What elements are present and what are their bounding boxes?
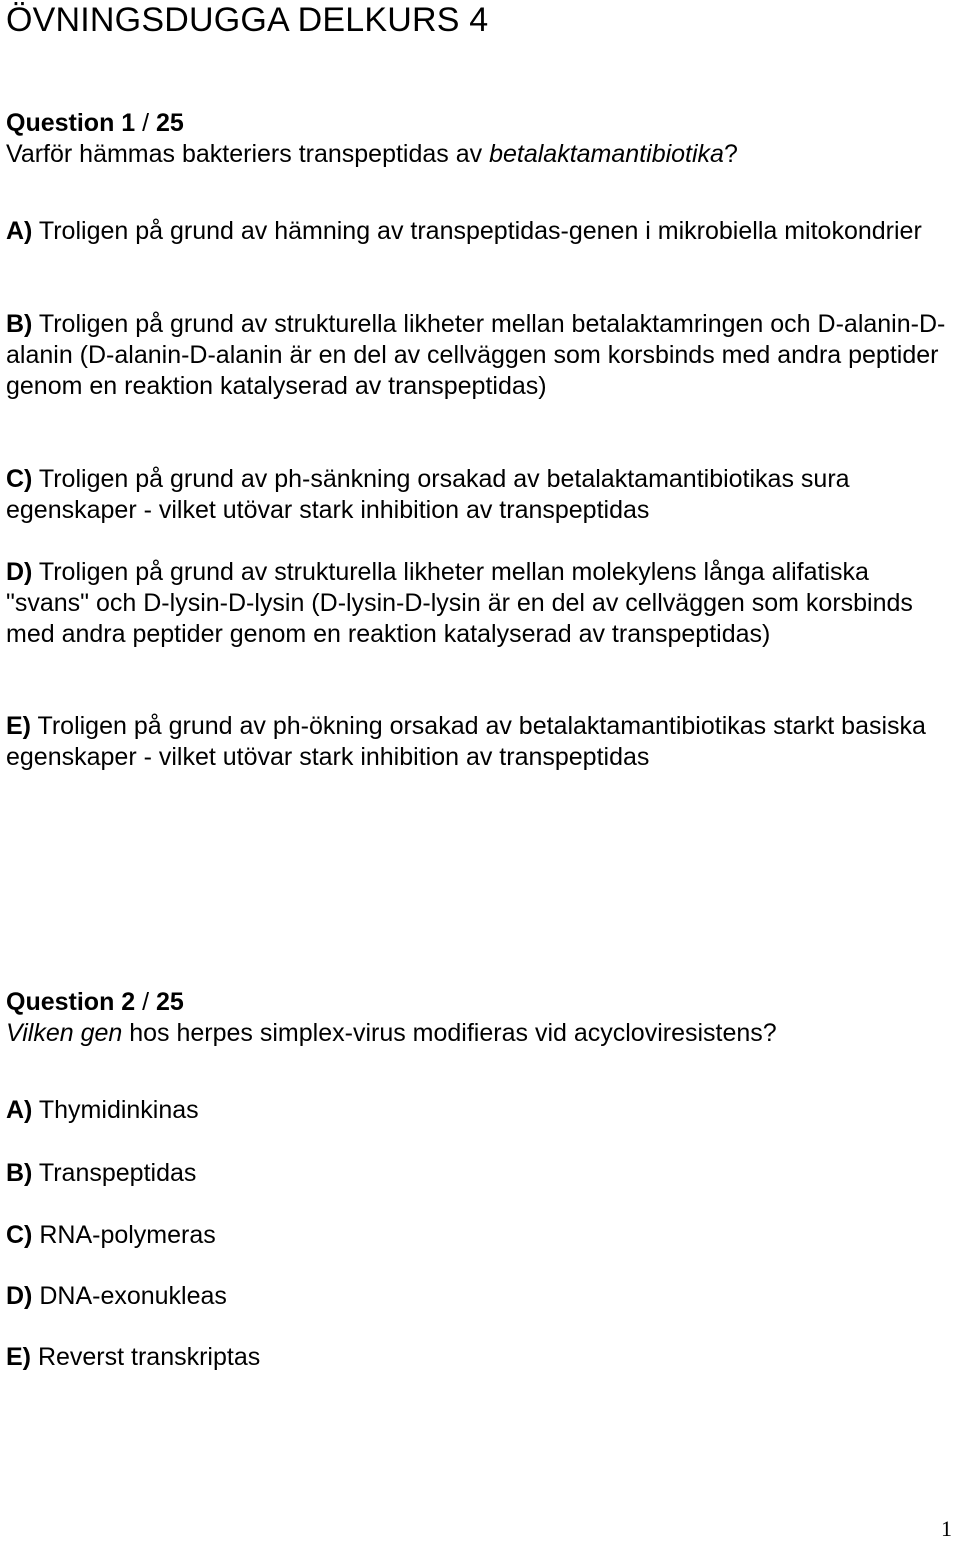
question-text-italic: betalaktamantibiotika bbox=[489, 140, 724, 168]
option-letter: D) bbox=[6, 558, 33, 586]
question-slash: / bbox=[135, 988, 157, 1016]
option-text: Troligen på grund av strukturella likheter mellan betalaktamringen och D-alanin-D-alanin (D-alanin-D-alanin är en del av cellväggen som korsbinds med andra peptider genom en reaktion katalyserad av transpeptidas) bbox=[6, 310, 946, 400]
option-e[interactable] bbox=[6, 1342, 956, 1373]
option-text: Reverst transkriptas bbox=[31, 1343, 261, 1371]
option-d[interactable] bbox=[6, 1281, 956, 1312]
option-letter: B) bbox=[6, 310, 33, 338]
question-text-after: hos herpes simplex-virus modifieras vid acycloviresistens? bbox=[122, 1019, 777, 1047]
question-2 bbox=[6, 987, 956, 1371]
option-text: DNA-exonukleas bbox=[32, 1282, 227, 1310]
option-d[interactable] bbox=[6, 557, 956, 650]
question-slash: / bbox=[135, 109, 157, 137]
option-text: RNA-polymeras bbox=[32, 1221, 216, 1249]
option-text: Troligen på grund av ph-sänkning orsakad av betalaktamantibiotikas sura egenskaper - vilket utövar stark inhibition av transpeptidas bbox=[6, 465, 850, 524]
option-b[interactable] bbox=[6, 1158, 956, 1189]
option-letter: B) bbox=[6, 1159, 33, 1187]
option-text: Transpeptidas bbox=[32, 1159, 197, 1187]
option-c[interactable] bbox=[6, 464, 956, 526]
question-label: Question 2 bbox=[6, 988, 136, 1016]
option-letter: C) bbox=[6, 465, 33, 493]
option-a[interactable] bbox=[6, 1095, 956, 1126]
option-text: Troligen på grund av ph-ökning orsakad av betalaktamantibiotikas starkt basiska egenskaper - vilket utövar stark inhibition av transpeptidas bbox=[6, 712, 926, 771]
page-number: 1 bbox=[941, 1516, 952, 1541]
question-label: Question 1 bbox=[6, 109, 136, 137]
option-letter: E) bbox=[6, 1343, 31, 1371]
option-text: Thymidinkinas bbox=[32, 1096, 199, 1124]
option-b[interactable] bbox=[6, 309, 956, 402]
option-letter: A) bbox=[6, 217, 33, 245]
question-text bbox=[6, 1018, 956, 1049]
option-letter: A) bbox=[6, 1096, 33, 1124]
question-header bbox=[6, 108, 956, 139]
option-letter: C) bbox=[6, 1221, 33, 1249]
question-1 bbox=[6, 108, 956, 771]
option-text: Troligen på grund av hämning av transpeptidas-genen i mikrobiella mitokondrier bbox=[32, 217, 922, 245]
option-text: Troligen på grund av strukturella likheter mellan molekylens långa alifatiska "svans" och D-lysin-D-lysin (D-lysin-D-lysin är en del av cellväggen som korsbinds med andra peptider genom en reaktion katalyserad av transpeptidas) bbox=[6, 558, 913, 648]
option-c[interactable] bbox=[6, 1220, 956, 1251]
question-total: 25 bbox=[156, 109, 184, 137]
question-total: 25 bbox=[156, 988, 184, 1016]
question-text-after: ? bbox=[723, 140, 738, 168]
question-text-italic: Vilken gen bbox=[6, 1019, 123, 1047]
question-header bbox=[6, 987, 956, 1018]
option-e[interactable] bbox=[6, 711, 956, 773]
option-letter: E) bbox=[6, 712, 31, 740]
document-title: ÖVNINGSDUGGA DELKURS 4 bbox=[6, 1, 489, 39]
option-letter: D) bbox=[6, 1282, 33, 1310]
question-text-before: Varför hämmas bakteriers transpeptidas av bbox=[6, 140, 490, 168]
question-text bbox=[6, 139, 956, 170]
option-a[interactable] bbox=[6, 216, 956, 247]
